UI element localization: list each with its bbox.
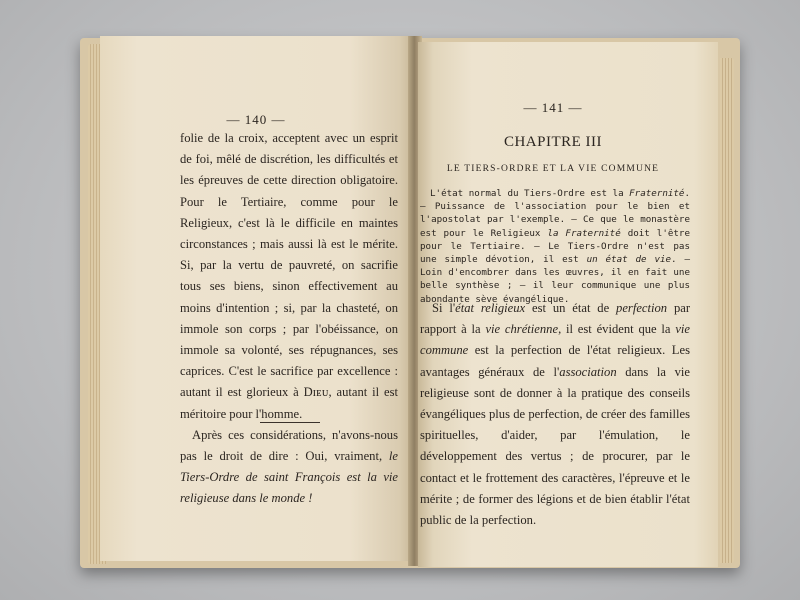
summary-run: . — Puissance de l'association pour le bien et l'apostolat par l'exemple. — Ce que le monastère est pour le Religieux [420, 188, 691, 239]
body-run: vie chrétienne [485, 322, 559, 337]
right-page-edges [720, 58, 734, 563]
body-run: est un état de [525, 301, 617, 315]
chapter-title: CHAPITRE III [503, 134, 603, 150]
body-run: état religieux [455, 301, 526, 315]
left-page [100, 36, 412, 561]
left-page-number: — 140 — [226, 112, 286, 127]
right-paragraph-1 [420, 298, 690, 531]
summary-run: . — Loin d'encombrer dans les œuvres, il en fait une belle synthèse ; — il leur communique une plus abondante sève évangélique. [420, 254, 690, 305]
end-rule [260, 422, 320, 423]
left-paragraph-1: folie de la croix, acceptent avec un esprit de foi, mêlé de discrétion, les difficultés et les épreuves de cette direction obligatoire. Pour le Tertiaire, comme pour le Religieux, c'est là le difficile en maintes circonstances ; mais aussi là est le mérite. Si, par la vertu de pauvreté, on sacrifie tous ses biens, sinon effectivement au moins d'intention ; si, par la chasteté, on immole son corps ; par l'obéissance, on immole sa volonté, ses répugnances, ses caprices. C'est le sacrifice par excellence : autant il est glorieux à Dɪᴇᴜ, autant il est méritoire pour l'homme. [180, 131, 398, 421]
right-page-body [420, 298, 690, 531]
open-book [80, 30, 740, 575]
body-run: Si l' [432, 301, 456, 315]
right-page-number: — 141 — [523, 100, 583, 115]
summary-run: Fraternité [629, 188, 685, 199]
chapter-subtitle: LE TIERS-ORDRE ET LA VIE COMMUNE [446, 164, 660, 174]
chapter-summary [420, 187, 690, 306]
body-run: est la perfection de l'état religieux. Les avantages généraux de l' [420, 343, 690, 379]
body-run: perfection [616, 301, 668, 315]
left-paragraph-2-italic: le Tiers-Ordre de saint François est la vie religieuse dans le monde ! [180, 449, 398, 506]
body-run: association [559, 364, 617, 379]
left-paragraph-2-text: Après ces considérations, n'avons-nous pas le droit de dire : Oui, vraiment, [180, 427, 398, 464]
summary-run: la Fraternité [547, 227, 621, 239]
chapter-summary-text [420, 187, 690, 306]
right-page [418, 42, 718, 567]
summary-run: L'état normal du Tiers-Ordre est la [430, 188, 630, 199]
body-run: vie commune [420, 322, 690, 358]
left-paragraph-2 [180, 425, 398, 510]
body-run: par rapport à la [420, 301, 691, 337]
body-run: dans la vie religieuse sont de donner à la pratique des conseils évangéliques plus de perfection, de créer des familles spirituelles, d'aider, par l'émulation, le développement des vertus ; de procurer, par le contact et le frottement des caractères, l'épreuve et le mérite ; de former des légions et de bien établir l'état public de la perfection. [420, 364, 690, 528]
left-page-body [180, 128, 398, 510]
summary-run: doit l'être pour le Tertiaire. — Le Tiers-Ordre n'est pas une simple dévotion, il est [420, 227, 690, 266]
body-run: , il est évident que la [558, 322, 676, 337]
summary-run: un état de vie [586, 254, 672, 266]
